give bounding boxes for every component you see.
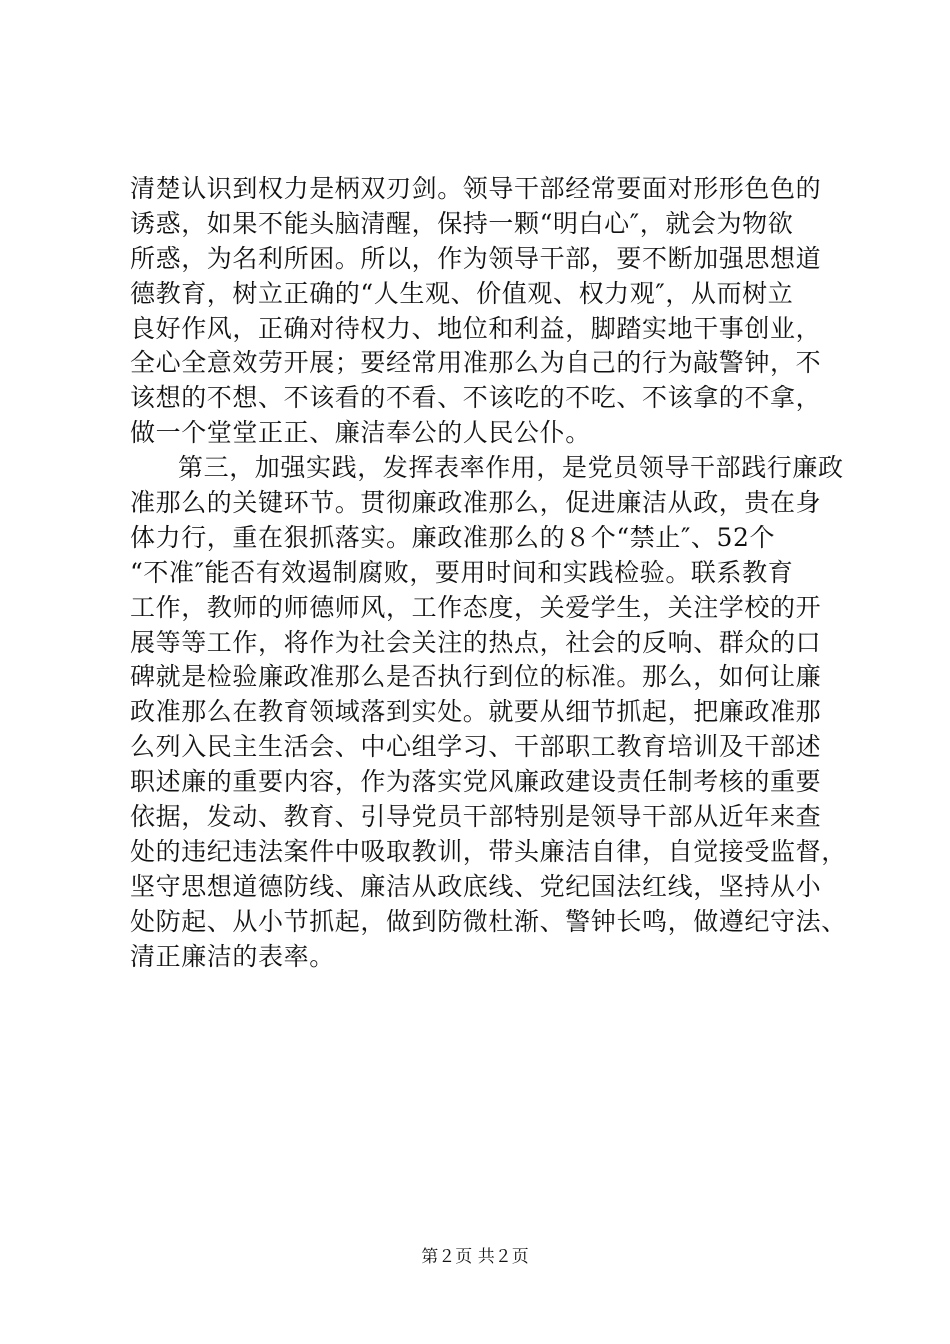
text-line: 依据，发动、教育、引导党员干部特别是领导干部从近年来查 [130, 802, 822, 832]
text-line: 工作，教师的师德师风，工作态度，关爱学生，关注学校的开 [130, 592, 822, 622]
text-line: 体力行，重在狠抓落实。廉政准那么的８个“禁止″、52个 [130, 522, 776, 552]
text-line: 清楚认识到权力是柄双刃剑。领导干部经常要面对形形色色的 [130, 174, 822, 203]
text-line: 清正廉洁的表率。 [130, 941, 335, 971]
body-text [130, 172, 850, 974]
text-line: “不准″能否有效遏制腐败，要用时间和实践检验。联系教育 [130, 557, 794, 587]
text-line: 德教育，树立正确的“人生观、价值观、权力观″，从而树立 [130, 278, 794, 308]
paragraph-start-line: 第三，加强实践，发挥表率作用，是党员领导干部践行廉政 [178, 453, 844, 483]
text-line: 处的违纪违法案件中吸取教训，带头廉洁自律，自觉接受监督， [130, 836, 847, 866]
text-line: 所惑，为名利所困。所以，作为领导干部，要不断加强思想道 [130, 243, 822, 273]
text-line: 政准那么在教育领域落到实处。就要从细节抓起，把廉政准那 [130, 697, 822, 727]
text-line: 处防起、从小节抓起，做到防微杜渐、警钟长鸣，做遵纪守法、 [130, 906, 847, 936]
text-line: 全心全意效劳开展；要经常用准那么为自己的行为敲警钟，不 [130, 348, 822, 378]
text-line: 职述廉的重要内容，作为落实党风廉政建设责任制考核的重要 [130, 767, 822, 797]
text-line: 展等等工作，将作为社会关注的热点，社会的反响、群众的口 [130, 627, 822, 657]
text-line: 良好作风，正确对待权力、地位和利益，脚踏实地干事创业， [130, 313, 822, 343]
text-line: 该想的不想、不该看的不看、不该吃的不吃、不该拿的不拿， [130, 383, 822, 413]
text-line: 碑就是检验廉政准那么是否执行到位的标准。那么，如何让廉 [130, 662, 822, 692]
text-line: 诱惑，如果不能头脑清醒，保持一颗“明白心″，就会为物欲 [130, 208, 794, 238]
text-line: 做一个堂堂正正、廉洁奉公的人民公仆。 [130, 418, 591, 448]
text-line: 么列入民主生活会、中心组学习、干部职工教育培训及干部述 [130, 732, 822, 762]
text-line: 准那么的关键环节。贯彻廉政准那么，促进廉洁从政，贵在身 [130, 488, 822, 518]
page-footer: 第２页 共２页 [421, 1247, 529, 1267]
text-line: 坚守思想道德防线、廉洁从政底线、党纪国法红线，坚持从小 [130, 871, 822, 901]
